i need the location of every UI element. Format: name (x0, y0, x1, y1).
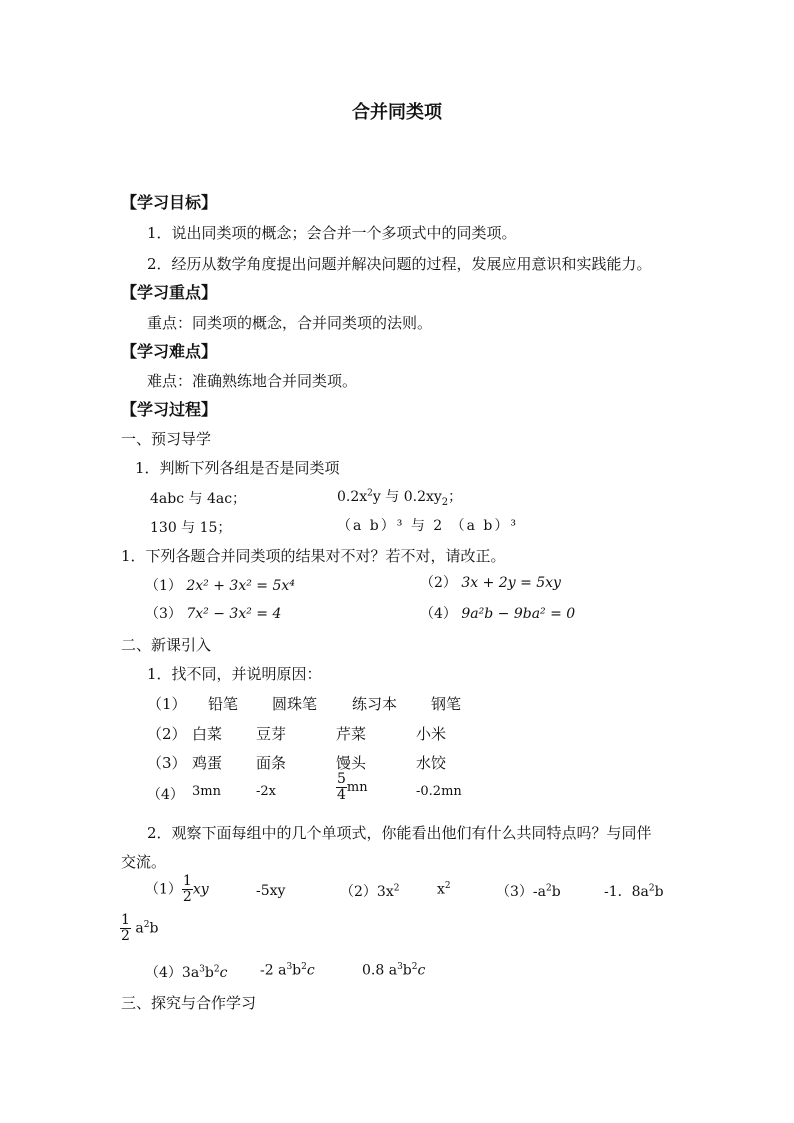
part1-q1: 1．判断下列各组是否是同类项 (135, 459, 340, 477)
group-1-b: -5xy (256, 883, 286, 899)
part2-q2-line2: 交流。 (121, 853, 167, 871)
pair-b: $0.2x^2y$ 与 $0.2xy_2$； (337, 488, 463, 508)
row-2-c4: 小米 (416, 725, 447, 743)
row-4-c4: -0.2mn (416, 784, 462, 799)
goal-1: 1．说出同类项的概念；会合并一个多项式中的同类项。 (147, 224, 517, 242)
item-3: （3） 7x² − 3x² = 4 (145, 606, 282, 622)
part1-heading: 一、预习导学 (121, 430, 212, 448)
goal-2: 2．经历从数学角度提出问题并解决问题的过程，发展应用意识和实践能力。 (147, 255, 652, 273)
item-1: （1） 2x² + 3x² = 5x⁴ (145, 578, 295, 594)
group-2-a: $(2)3x^2$ (340, 883, 400, 900)
part2-heading: 二、新课引入 (121, 636, 212, 654)
row-1-c1: 铅笔 (208, 695, 239, 713)
row-1-c4: 钢笔 (431, 695, 462, 713)
key-heading: 【学习重点】 (121, 283, 218, 302)
row-1-c2: 圆珠笔 (272, 695, 318, 713)
row-3-c2: 面条 (256, 754, 287, 772)
pair-a: 4abc 与 4ac； (150, 491, 247, 507)
row-2-label: （2） (147, 725, 187, 743)
row-4-c3: $\frac{5}{4}$ mn (337, 771, 368, 803)
group-2-b: $x^2$ (437, 881, 451, 898)
row-4-c2: -2x (256, 784, 276, 799)
group-4-b: -2 $a^3b^2c$ (260, 962, 315, 979)
process-heading: 【学习过程】 (121, 400, 218, 419)
part3-heading: 三、探究与合作学习 (121, 994, 257, 1012)
group-3-a: $(3)-a^2b$ (496, 883, 561, 900)
pair-c: 130 与 15； (150, 520, 232, 536)
row-2-c2: 豆芽 (256, 725, 287, 743)
row-2-c3: 芹菜 (336, 725, 367, 743)
part2-q1: 1．找不同，并说明原因： (147, 665, 322, 683)
page-title: 合并同类项 (352, 102, 442, 123)
row-4-c1: 3mn (192, 784, 221, 799)
row-1-c3: 练习本 (352, 695, 398, 713)
difficulty-heading: 【学习难点】 (121, 342, 218, 361)
row-1-label: （1） (147, 695, 187, 713)
pair-d: （a b）³ 与 2 （a b）³ (337, 518, 518, 534)
group-4-c: 0.8 $a^3b^2c$ (362, 962, 426, 979)
group-3-c: $\frac{1}{2}$ $a^2b$ (121, 912, 159, 944)
row-4-label: （4） (147, 787, 184, 803)
row-3-c3: 馒头 (336, 754, 367, 772)
goals-heading: 【学习目标】 (121, 193, 218, 212)
part2-q2-line1: 2．观察下面每组中的几个单项式，你能看出他们有什么共同特点吗？与同伴 (147, 824, 652, 842)
group-4-a: $(4)3a^3b^2c$ (145, 964, 228, 981)
group-1-a: （1） $\frac{1}{2}$ xy (145, 873, 209, 905)
row-3-c1: 鸡蛋 (192, 754, 223, 772)
group-3-b: -1．$8a^2b$ (604, 883, 664, 900)
key-text: 重点：同类项的概念，合并同类项的法则。 (147, 314, 433, 332)
row-3-c4: 水饺 (416, 754, 447, 772)
difficulty-text: 难点：准确熟练地合并同类项。 (147, 372, 358, 390)
item-4: （4） 9a²b − 9ba² = 0 (420, 606, 576, 622)
item-2: （2） 3x + 2y = 5xy (420, 575, 561, 591)
row-3-label: （3） (147, 754, 187, 772)
row-2-c1: 白菜 (192, 725, 223, 743)
part1-q2: 1．下列各题合并同类项的结果对不对？若不对，请改正。 (121, 547, 506, 565)
